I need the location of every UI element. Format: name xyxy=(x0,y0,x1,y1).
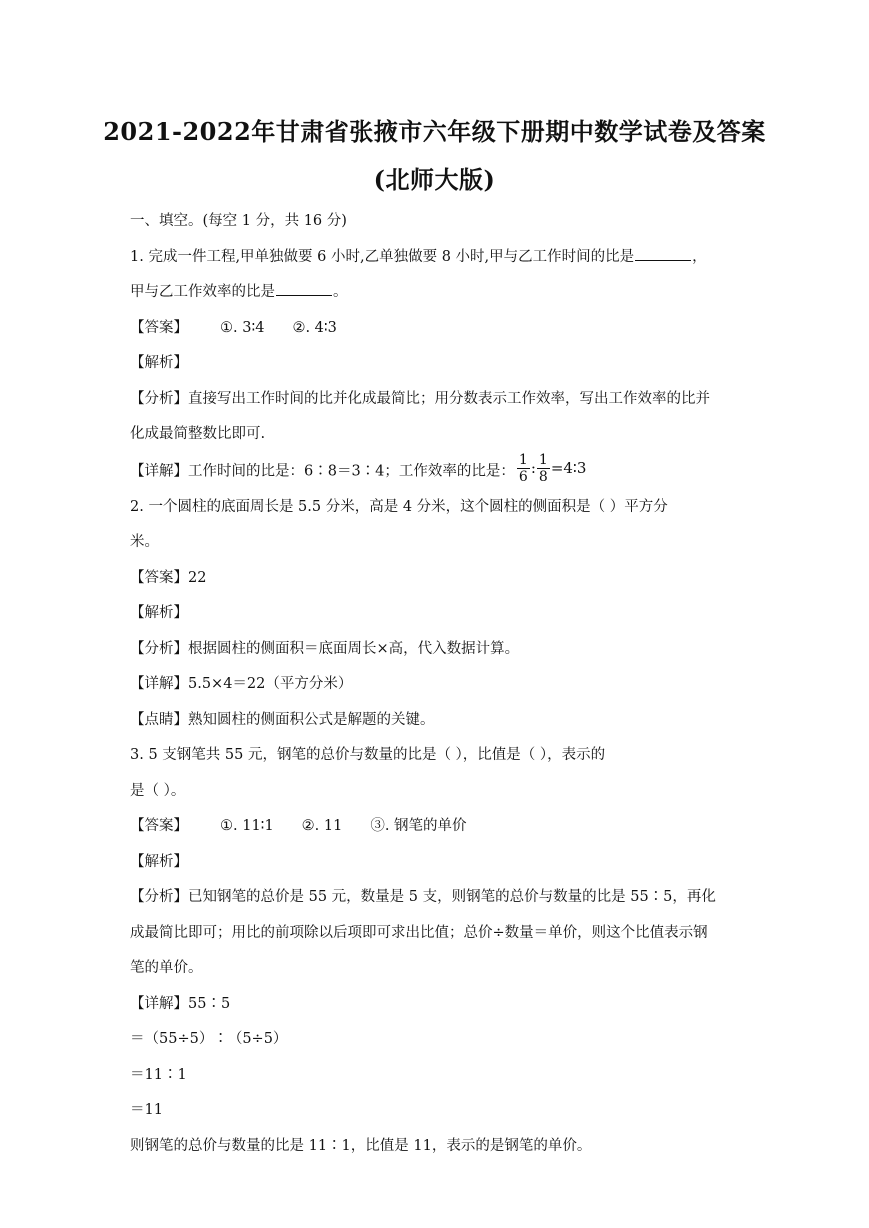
document-subtitle: (北师大版) xyxy=(373,165,496,194)
answer-item: ②. 11 xyxy=(301,818,343,834)
q3-line2: 是（ ）。 xyxy=(130,782,186,799)
fraction-result: =4∶3 xyxy=(550,458,587,477)
q1-fenxi-2: 化成最简整数比即可. xyxy=(130,426,266,442)
document-title: 2021-2022年甘肃省张掖市六年级下册期中数学试卷及答案 xyxy=(103,117,766,146)
numerator: 1 xyxy=(518,451,528,468)
document-body xyxy=(130,204,742,1164)
denominator: 8 xyxy=(538,468,548,485)
q3-detail-4: ＝11 xyxy=(130,1102,163,1118)
q3-fenxi-1: 【分析】已知钢笔的总价是 55 元，数量是 5 支，则钢笔的总价与数量的比是 55∶5，再化 xyxy=(130,889,716,905)
section-heading: 一、填空。(每空 1 分，共 16 分) xyxy=(130,213,347,229)
answer-item: ①. 11∶1 xyxy=(220,818,274,834)
q2-analysis-label: 【解析】 xyxy=(130,605,188,621)
q1-answer xyxy=(130,311,742,347)
q3-line1: 3. 5 支钢笔共 55 元，钢笔的总价与数量的比是（ ），比值是（ ），表示的 xyxy=(130,747,606,763)
q1-text-1: 1. 完成一件工程,甲单独做要 6 小时,乙单独做要 8 小时,甲与乙工作时间的比是 xyxy=(130,248,635,265)
q2-dianjing: 【点睛】熟知圆柱的侧面积公式是解题的关键。 xyxy=(130,711,435,728)
answer-item: ②. 4∶3 xyxy=(292,319,337,336)
fraction xyxy=(517,452,530,485)
q2-fenxi: 【分析】根据圆柱的侧面积＝底面周长×高，代入数据计算。 xyxy=(130,640,520,657)
q1-detail-text: 【详解】工作时间的比是：6∶8＝3∶4；工作效率的比是： xyxy=(130,463,515,479)
answer-blank xyxy=(276,281,332,296)
q2-detail: 【详解】5.5×4＝22（平方分米） xyxy=(130,676,353,692)
q1-detail xyxy=(130,453,742,490)
q3-answer xyxy=(130,809,742,845)
q1-text-3: 甲与乙工作效率的比是 xyxy=(130,284,275,300)
q3-fenxi-3: 笔的单价。 xyxy=(130,960,203,976)
ratio-colon: : xyxy=(530,458,536,477)
answer-label: 【答案】 xyxy=(130,818,188,834)
q3-fenxi-2: 成最简比即可；用比的前项除以后项即可求出比值；总价÷数量＝单价，则这个比值表示钢 xyxy=(130,924,708,941)
fraction-expression xyxy=(517,450,587,487)
answer-item: ①. 3∶4 xyxy=(220,319,265,336)
q1-text-2: ， xyxy=(692,248,707,265)
q2-line2: 米。 xyxy=(130,534,159,550)
q3-detail-3: ＝11∶1 xyxy=(130,1066,187,1083)
fraction xyxy=(537,452,550,485)
numerator: 1 xyxy=(538,451,548,468)
q2-line1: 2. 一个圆柱的底面周长是 5.5 分米，高是 4 分米，这个圆柱的侧面积是（ ）平方分 xyxy=(130,498,668,515)
q1-analysis-label: 【解析】 xyxy=(130,355,188,371)
q3-analysis-label: 【解析】 xyxy=(130,853,188,870)
q1-fenxi-1: 【分析】直接写出工作时间的比并化成最简比；用分数表示工作效率，写出工作效率的比并 xyxy=(130,390,710,407)
q1-line2 xyxy=(130,275,742,311)
answer-label: 【答案】 xyxy=(130,319,188,336)
answer-item: ③. 钢笔的单价 xyxy=(370,818,467,834)
answer-blank xyxy=(635,246,691,261)
q3-conclusion: 则钢笔的总价与数量的比是 11∶1，比值是 11，表示的是钢笔的单价。 xyxy=(130,1137,592,1154)
q3-detail-1: 【详解】55∶5 xyxy=(130,995,231,1012)
denominator: 6 xyxy=(518,468,528,485)
q3-detail-2: ＝（55÷5）∶（5÷5） xyxy=(130,1031,288,1047)
q2-answer: 【答案】22 xyxy=(130,569,207,586)
q1-text-4: 。 xyxy=(333,284,348,300)
q1-line1 xyxy=(130,240,742,276)
